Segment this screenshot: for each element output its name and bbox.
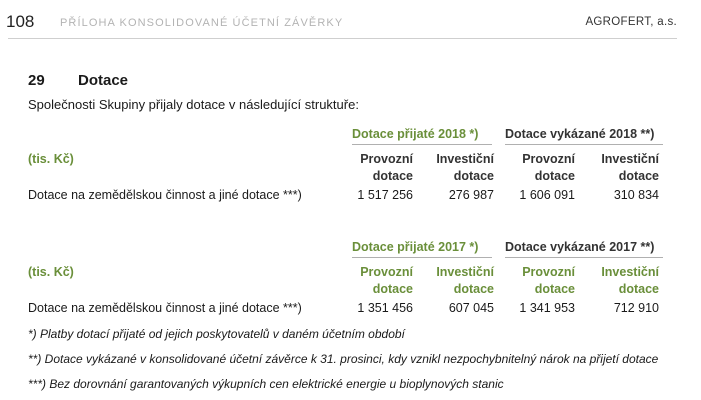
column-header-operating: Provozní dotace — [522, 265, 575, 296]
value-reported-investment: 712 910 — [613, 301, 659, 315]
document-title: PŘÍLOHA KONSOLIDOVANÉ ÚČETNÍ ZÁVĚRKY — [60, 17, 344, 29]
group-header-received: Dotace přijaté 2018 *) — [352, 127, 492, 145]
section-number: 29 — [28, 72, 45, 89]
column-header-investment: Investiční dotace — [436, 265, 494, 296]
value-received-operating: 1 517 256 — [357, 188, 413, 202]
value-received-investment: 276 987 — [448, 188, 494, 202]
value-reported-investment: 310 834 — [613, 188, 659, 202]
subsidy-table-2018 — [0, 125, 701, 210]
subsidy-table-2017 — [0, 238, 701, 323]
value-received-investment: 607 045 — [448, 301, 494, 315]
column-header-investment: Investiční dotace — [436, 152, 494, 183]
group-header-reported: Dotace vykázané 2017 **) — [505, 240, 663, 258]
column-header-operating: Provozní dotace — [360, 152, 413, 183]
unit-label: (tis. Kč) — [28, 265, 74, 279]
group-header-received: Dotace přijaté 2017 *) — [352, 240, 492, 258]
row-label: Dotace na zemědělskou činnost a jiné dotace ***) — [28, 301, 302, 315]
header-divider — [8, 38, 677, 39]
column-header-operating: Provozní dotace — [522, 152, 575, 183]
page-header — [0, 6, 701, 34]
section-intro: Společnosti Skupiny přijaly dotace v následující struktuře: — [28, 97, 359, 112]
footnote-bioplyn: ***) Bez dorovnání garantovaných výkupních cen elektrické energie u bioplynových stanic — [28, 377, 504, 391]
footnote-received: *) Platby dotací přijaté od jejich poskytovatelů v daném účetním období — [28, 327, 405, 341]
page-number: 108 — [6, 12, 35, 31]
group-header-reported: Dotace vykázané 2018 **) — [505, 127, 663, 145]
column-header-operating: Provozní dotace — [360, 265, 413, 296]
footnote-reported: **) Dotace vykázané v konsolidované účetní závěrce k 31. prosinci, kdy vznikl nezpochybnitelný nárok na přijetí dotace — [28, 352, 659, 366]
section-title: Dotace — [78, 72, 129, 89]
row-label: Dotace na zemědělskou činnost a jiné dotace ***) — [28, 188, 302, 202]
value-received-operating: 1 351 456 — [357, 301, 413, 315]
column-header-investment: Investiční dotace — [601, 152, 659, 183]
value-reported-operating: 1 341 953 — [519, 301, 575, 315]
unit-label: (tis. Kč) — [28, 152, 74, 166]
column-header-investment: Investiční dotace — [601, 265, 659, 296]
company-name: AGROFERT, a.s. — [585, 16, 677, 28]
value-reported-operating: 1 606 091 — [519, 188, 575, 202]
